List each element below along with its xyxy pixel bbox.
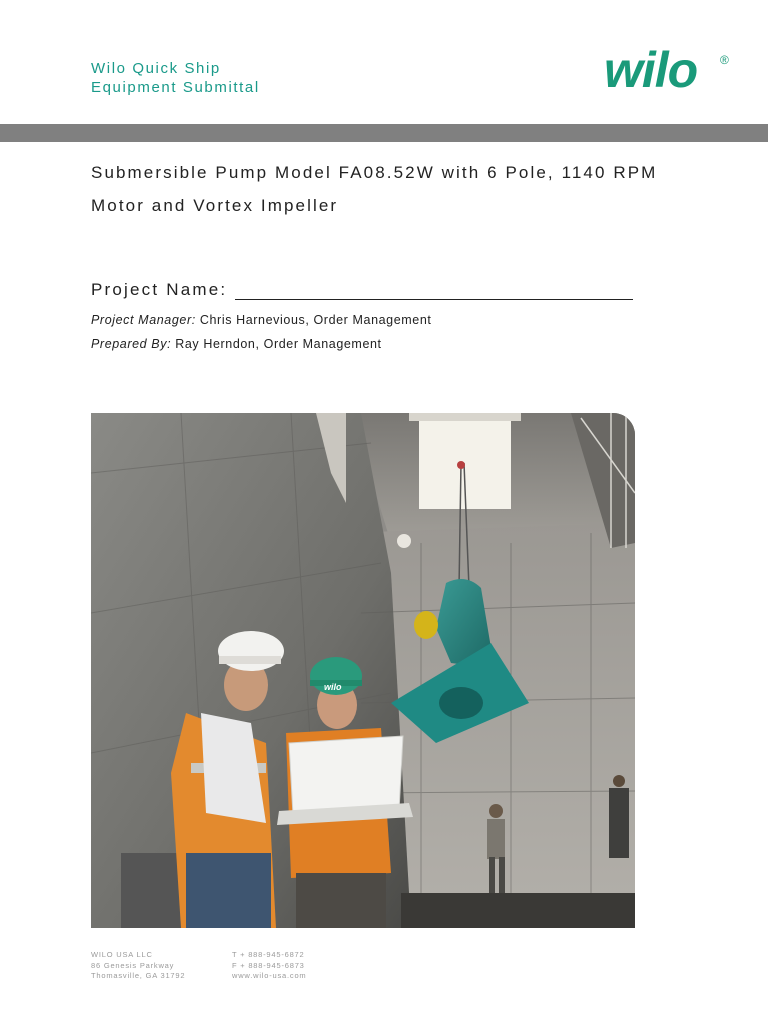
cover-photo xyxy=(91,413,635,928)
document-title xyxy=(91,156,731,222)
registered-mark: ® xyxy=(720,53,729,67)
footer-phone: T + 888-945-6872 xyxy=(232,950,305,959)
project-name-blank-line xyxy=(235,299,633,300)
tagline-line-1: Wilo Quick Ship xyxy=(91,60,221,77)
tagline-line-2: Equipment Submittal xyxy=(91,79,260,96)
footer-contact xyxy=(232,950,306,982)
wilo-logo xyxy=(604,42,734,98)
project-manager-line xyxy=(91,313,431,327)
logo-wordmark: wilo xyxy=(604,42,698,98)
document-tagline xyxy=(91,59,260,97)
prepared-by-line xyxy=(91,337,382,351)
footer-company: WILO USA LLC xyxy=(91,950,153,959)
footer-address xyxy=(91,950,185,982)
project-manager-label: Project Manager: xyxy=(91,313,196,327)
header-divider-bar xyxy=(0,124,768,142)
prepared-by-label: Prepared By: xyxy=(91,337,172,351)
helmet-logo-text: wilo xyxy=(324,682,342,692)
project-name-label: Project Name: xyxy=(91,280,228,299)
footer-website[interactable]: www.wilo-usa.com xyxy=(232,971,307,980)
footer-street: 86 Genesis Parkway xyxy=(91,960,175,970)
project-manager-value: Chris Harnevious, Order Management xyxy=(199,313,432,327)
footer-fax: F + 888-945-6873 xyxy=(232,960,305,970)
title-line-2: Motor and Vortex Impeller xyxy=(91,196,339,215)
title-line-1: Submersible Pump Model FA08.52W with 6 Pole, 1140 RPM xyxy=(91,163,658,182)
prepared-by-value: Ray Herndon, Order Management xyxy=(175,337,382,351)
footer-city: Thomasville, GA 31792 xyxy=(91,971,186,980)
